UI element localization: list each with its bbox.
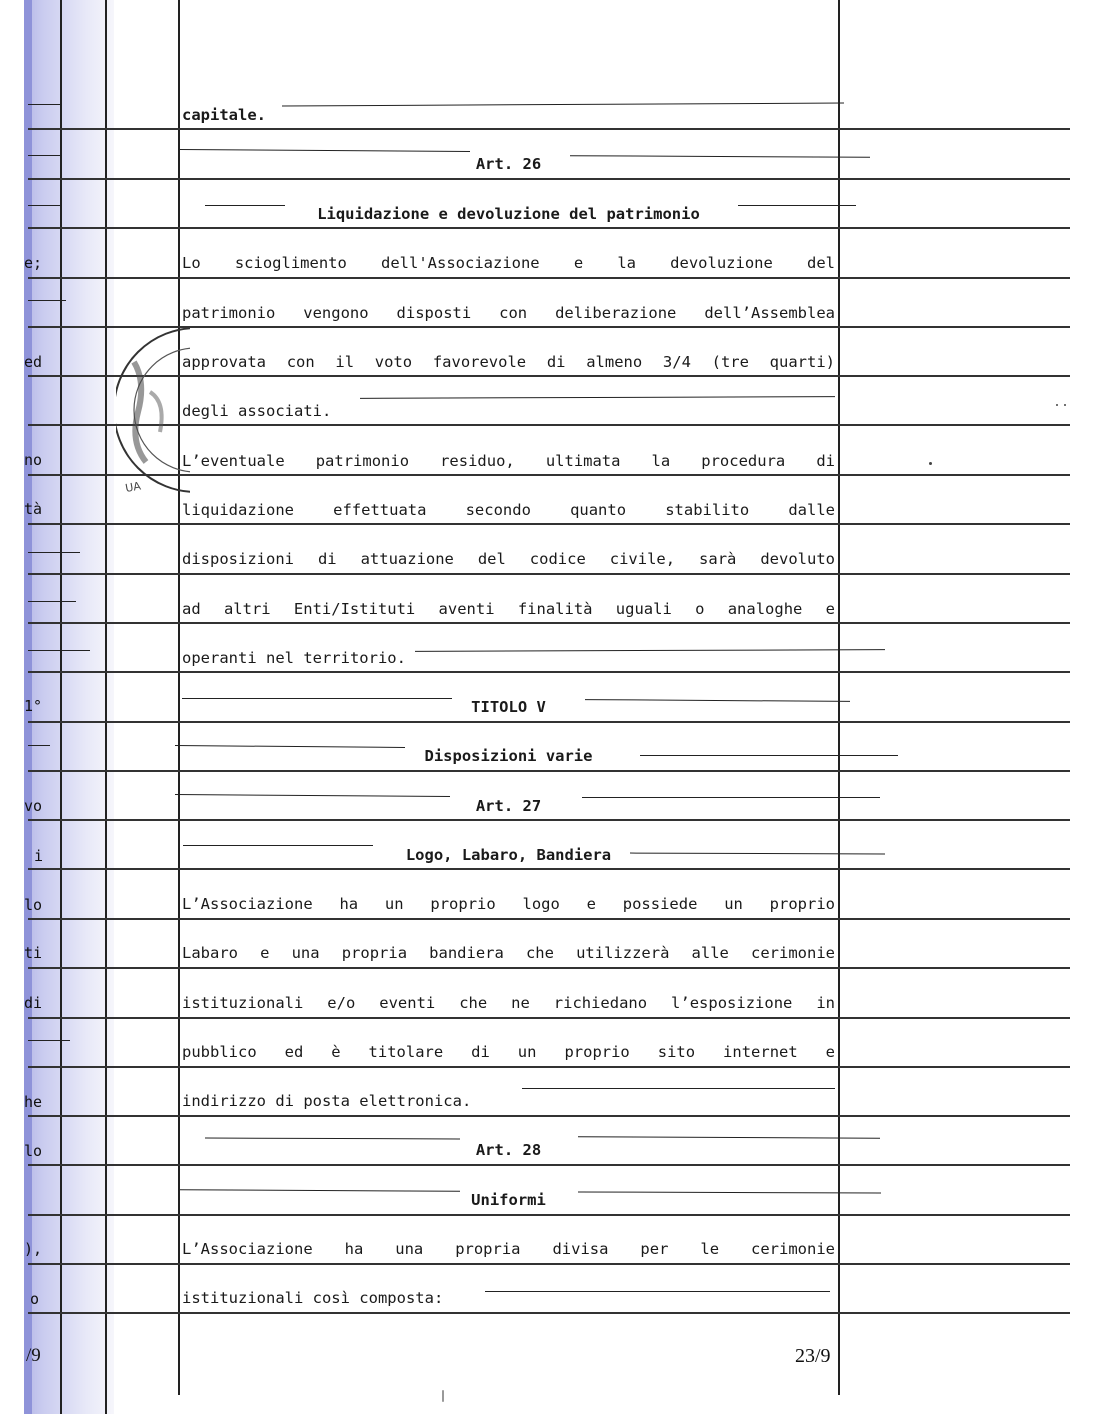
- body-line: pubblico ed è titolare di un proprio sito internet e: [182, 1043, 835, 1061]
- edge-fragment: 1°: [24, 697, 43, 715]
- section-heading: Disposizioni varie: [424, 747, 593, 765]
- body-line: Lo scioglimento dell'Associazione e la devoluzione del: [182, 254, 835, 272]
- edge-fragment: he: [24, 1093, 43, 1111]
- page-number: 23/9: [795, 1345, 831, 1367]
- body-line: istituzionali così composta:: [182, 1289, 444, 1307]
- body-line: L’eventuale patrimonio residuo, ultimata la procedura di: [182, 452, 835, 470]
- edge-fragment: vo: [24, 797, 43, 815]
- body-line: approvata con il voto favorevole di almeno 3/4 (tre quarti): [182, 353, 835, 371]
- edge-fragment: lo: [24, 1142, 43, 1160]
- body-line: operanti nel territorio.: [182, 649, 406, 667]
- article-number: Art. 27: [475, 797, 542, 815]
- edge-fragment: no: [24, 451, 43, 469]
- edge-fragment: tà: [24, 500, 43, 518]
- edge-fragment: ti: [24, 944, 43, 962]
- scan-speck: [1056, 404, 1058, 406]
- margin-rule-right: [838, 0, 840, 1395]
- scan-speck: [929, 462, 932, 465]
- edge-fragment: di: [24, 994, 43, 1012]
- margin-rule-left: [178, 0, 180, 1395]
- article-number: Art. 28: [475, 1141, 542, 1159]
- scan-speck: [1064, 404, 1066, 406]
- margin-rule: [105, 0, 107, 1414]
- edge-fragment: e;: [24, 254, 43, 272]
- notary-stamp: [116, 322, 190, 498]
- body-line: ad altri Enti/Istituti aventi finalità uguali o analoghe e: [182, 600, 835, 618]
- title-heading: TITOLO V: [471, 698, 546, 716]
- body-line: L’Associazione ha una propria divisa per le cerimonie: [182, 1240, 835, 1258]
- scan-speck: [442, 1390, 444, 1402]
- edge-fragment: o: [30, 1290, 40, 1308]
- body-line: Labaro e una propria bandiera che utilizzerà alle cerimonie: [182, 944, 835, 962]
- body-line: istituzionali e/o eventi che ne richiedano l’esposizione in: [182, 994, 835, 1012]
- article-heading: Logo, Labaro, Bandiera: [405, 846, 612, 864]
- paragraph-continuation: capitale.: [182, 106, 266, 124]
- article-heading: Uniformi: [471, 1191, 546, 1209]
- body-line: indirizzo di posta elettronica.: [182, 1092, 472, 1110]
- svg-text:UA: UA: [124, 479, 142, 495]
- body-line: degli associati.: [182, 402, 332, 420]
- edge-fragment: /9: [26, 1345, 41, 1366]
- article-heading: Liquidazione e devoluzione del patrimonio: [317, 205, 700, 223]
- body-line: liquidazione effettuata secondo quanto stabilito dalle: [182, 501, 835, 519]
- body-line: L’Associazione ha un proprio logo e possiede un proprio: [182, 895, 835, 913]
- edge-fragment: lo: [24, 896, 43, 914]
- body-line: patrimonio vengono disposti con deliberazione dell’Assemblea: [182, 304, 835, 322]
- article-number: Art. 26: [475, 155, 542, 173]
- edge-fragment: ed: [24, 353, 43, 371]
- edge-fragment: i: [34, 847, 44, 865]
- edge-fragment: ),: [24, 1240, 43, 1258]
- body-line: disposizioni di attuazione del codice civile, sarà devoluto: [182, 550, 835, 568]
